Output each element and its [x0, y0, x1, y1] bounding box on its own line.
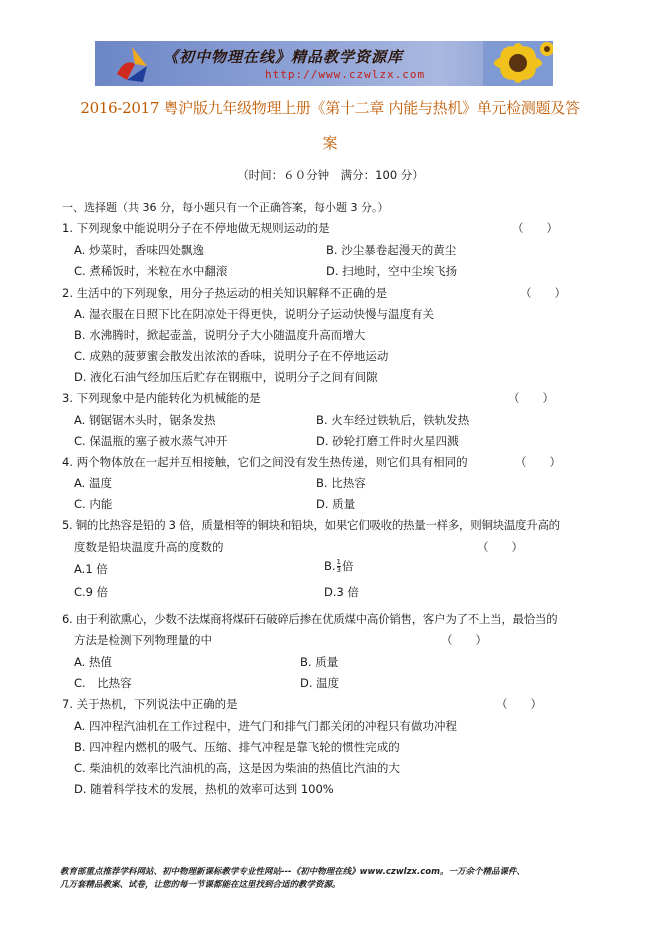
question-stem: 4. 两个物体放在一起并互相接触，它们之间没有发生热传递，则它们具有相同的	[62, 455, 468, 469]
option-a: A. 湿衣服在日照下比在阴凉处干得更快，说明分子运动快慢与温度有关	[74, 307, 434, 321]
option-b: B. 水沸腾时，掀起壶盖，说明分子大小随温度升高而增大	[74, 328, 366, 342]
document-title-continued: 案	[322, 134, 338, 152]
option-d: D. 扫地时，空中尘埃飞扬	[326, 264, 458, 278]
answer-paren: （ ）	[515, 455, 561, 469]
question-stem-continued: 度数是铅块温度升高的度数的	[74, 540, 224, 554]
question-stem: 2. 生活中的下列现象，用分子热运动的相关知识解释不正确的是	[62, 286, 388, 300]
option-c: C. 煮稀饭时，米粒在水中翻滚	[74, 264, 228, 278]
sunflower-icon	[483, 41, 553, 86]
option-a: A. 温度	[74, 476, 112, 490]
option-b: B. 四冲程内燃机的吸气、压缩、排气冲程是靠飞轮的惯性完成的	[74, 740, 400, 754]
option-b-unit: 倍	[342, 559, 354, 573]
question-stem: 3. 下列现象中是内能转化为机械能的是	[62, 391, 261, 405]
footer-line: 教育部重点推荐学科网站、初中物理新课标教学专业性网站---《初中物理在线》www.czwlzx.com。一万余个精品课件、	[60, 867, 525, 877]
answer-paren: （ ）	[508, 391, 554, 405]
option-c: C. 柴油机的效率比汽油机的高，这是因为柴油的热值比汽油的大	[74, 761, 400, 775]
document-title: 2016-2017 粤沪版九年级物理上册《第十二章 内能与热机》单元检测题及答	[80, 99, 580, 117]
banner-title: 《初中物理在线》精品教学资源库	[163, 48, 404, 66]
option-c: C. 成熟的菠萝蜜会散发出浓浓的香味，说明分子在不停地运动	[74, 349, 389, 363]
option-b	[324, 558, 354, 574]
option-a: A. 四冲程汽油机在工作过程中，进气门和排气门都关闭的冲程只有做功冲程	[74, 719, 457, 733]
footer-line: 几万套精品教案、试卷，让您的每一节课都能在这里找到合适的教学资源。	[60, 880, 341, 890]
option-c: C.9 倍	[74, 585, 109, 599]
header-banner	[95, 41, 553, 86]
page-footer	[60, 866, 600, 892]
answer-paren: （ ）	[477, 540, 523, 554]
option-a: A. 钢锯锯木头时，锯条发热	[74, 413, 216, 427]
question-stem: 5. 铜的比热容是铅的 3 倍，质量相等的铜块和铅块，如果它们吸收的热量一样多，则铜块温度升高的	[62, 518, 560, 532]
exam-time-score: （时间：６０分钟 满分：100 分）	[237, 168, 424, 182]
option-b: B. 火车经过铁轨后，铁轨发热	[316, 413, 470, 427]
option-b: B. 比热容	[316, 476, 366, 490]
answer-paren: （ ）	[496, 697, 542, 711]
option-c: C. 内能	[74, 497, 113, 511]
option-b: B. 沙尘暴卷起漫天的黄尘	[326, 243, 457, 257]
option-d: D.3 倍	[324, 585, 359, 599]
fraction-denominator: 3	[336, 566, 342, 574]
option-c: C. 比热容	[74, 676, 132, 690]
fraction-numerator: 1	[336, 558, 342, 566]
option-d: D. 液化石油气经加压后贮存在钢瓶中，说明分子之间有间隙	[74, 370, 378, 384]
answer-paren: （ ）	[520, 286, 566, 300]
option-b-label: B.	[324, 559, 336, 573]
option-a: A. 热值	[74, 655, 112, 669]
answer-paren: （ ）	[441, 633, 487, 647]
option-d: D. 砂轮打磨工件时火星四溅	[316, 434, 459, 448]
option-c: C. 保温瓶的塞子被水蒸气冲开	[74, 434, 228, 448]
fraction-one-third	[337, 559, 341, 574]
site-logo-icon	[113, 44, 151, 84]
banner-url[interactable]: http://www.czwlzx.com	[265, 68, 426, 81]
answer-paren: （ ）	[512, 221, 558, 235]
option-b: B. 质量	[300, 655, 339, 669]
option-d: D. 随着科学技术的发展，热机的效率可达到 100%	[74, 782, 334, 796]
question-stem: 6. 由于利欲熏心，少数不法煤商将煤矸石破碎后掺在优质煤中高价销售，客户为了不上当，最恰当的	[62, 612, 558, 626]
question-stem-continued: 方法是检测下列物理量的中	[74, 633, 212, 647]
question-stem: 1. 下列现象中能说明分子在不停地做无规则运动的是	[62, 221, 330, 235]
section-heading: 一、选择题（共 36 分，每小题只有一个正确答案，每小题 3 分。）	[62, 201, 389, 214]
question-stem: 7. 关于热机，下列说法中正确的是	[62, 697, 238, 711]
option-d: D. 质量	[316, 497, 356, 511]
option-a: A.1 倍	[74, 562, 108, 576]
option-d: D. 温度	[300, 676, 340, 690]
option-a: A. 炒菜时，香味四处飘逸	[74, 243, 204, 257]
